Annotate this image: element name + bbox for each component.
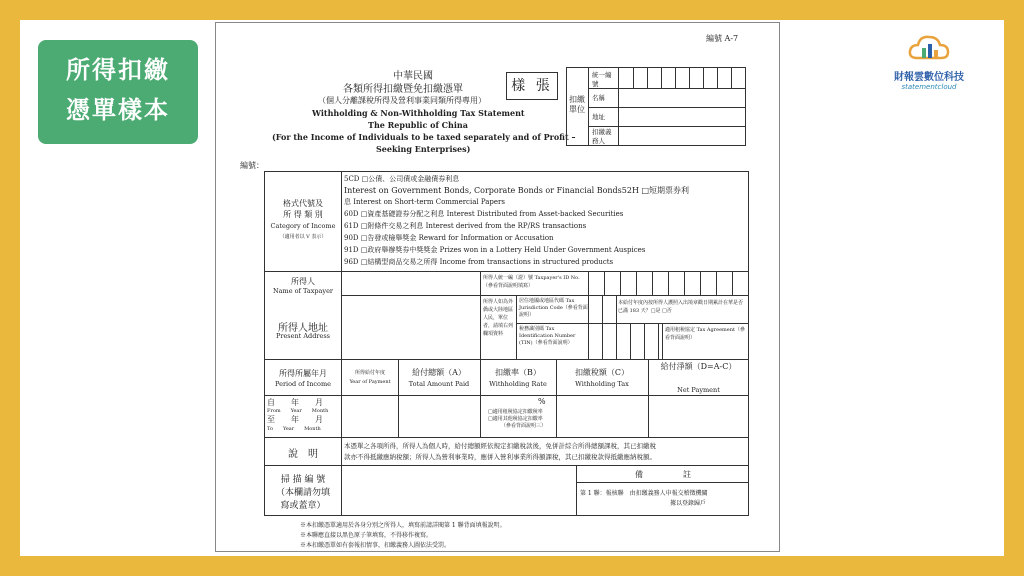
- tax-label-en: Withholding Tax: [575, 380, 629, 388]
- withholder-row-agent: 扣繳義務人: [592, 128, 612, 145]
- format-code-label-1: 格式代號及: [283, 199, 323, 208]
- net-label: 給付淨額（D=A-C）: [660, 362, 737, 371]
- residence-days-note: 本給付年度內按所得人護照入出境章戳日期累計在華是否已滿 183 天？□是 □否: [618, 300, 744, 314]
- footer-note-2: ※本聯應直接以黑色原子筆填寫，不得移作複寫。: [300, 532, 433, 539]
- notes-label: 說 明: [288, 449, 318, 460]
- income-item-91d: 91D □政府舉辦獎券中獎獎金 Prizes won in a Lottery Held Under Government Auspices: [344, 246, 646, 254]
- title-badge: [38, 40, 198, 144]
- period-label: 所得所屬年月: [279, 369, 327, 378]
- notes-text-2: 款亦不得抵繳應納稅額；所得人為營利事業時，應併入營利事業所得額課稅，其已扣繳稅款得抵繳應納稅額。: [344, 453, 656, 461]
- income-item-60d: 60D □資產基礎證券分配之利息 Interest Distributed from Asset-backed Securities: [344, 210, 624, 218]
- company-logo: [874, 32, 984, 91]
- title-zh: 各類所得扣繳暨免扣繳憑單: [343, 84, 463, 95]
- income-item-96d: 96D □結構型商品交易之所得 Income from transactions in structured products: [344, 258, 614, 266]
- form-code: 編號 A-7: [706, 34, 739, 43]
- income-item-52h: 息 Interest on Short-term Commercial Papers: [344, 198, 505, 206]
- withholder-row-id: 統一編號: [592, 71, 612, 88]
- period-to: 至 年 月: [267, 415, 323, 424]
- income-item-61d: 61D □附條件交易之利息 Interest derived from the RP/RS transactions: [344, 222, 587, 230]
- treaty-rate-2: □適用其他稅協定扣繳率: [488, 416, 543, 422]
- withholder-row-name: 名稱: [592, 94, 605, 102]
- income-item-90d: 90D □告發或檢舉獎金 Reward for Information or Accusation: [344, 234, 554, 242]
- period-from-en: From Year Month: [267, 408, 329, 414]
- title-zh-sub: （個人分離課稅所得及營利事業同類所得專用）: [318, 96, 486, 105]
- badge-line-1: 所得扣繳: [66, 56, 170, 84]
- period-to-en: To Year Month: [267, 426, 321, 432]
- withholder-label: 扣繳單位: [569, 95, 585, 114]
- title-en-3: (For the Income of Individuals to be taxed separately and of Profit –: [272, 132, 576, 142]
- total-label-en: Total Amount Paid: [408, 380, 470, 388]
- remark-label: 備 註: [635, 470, 691, 479]
- format-code-label-en: Category of Income: [270, 222, 336, 230]
- treaty-rate-1: □適用租稅協定扣繳稅率: [488, 409, 543, 415]
- format-code-label-2: 所 得 類 別: [283, 210, 323, 219]
- rate-label-en: Withholding Rate: [489, 380, 547, 388]
- address-label-en: Present Address: [275, 332, 330, 340]
- footer-note-1: ※本扣繳憑單適用於各身分別之所得人，填寫前請詳閱第 1 聯背面填報說明。: [300, 522, 506, 529]
- address-label: 所得人地址: [278, 323, 328, 334]
- year-label: 所得給付年度: [354, 370, 385, 376]
- foreign-note: 所得人如為外僑或大陸地區人民，單位者，請填右列欄項資料: [483, 299, 514, 337]
- logo-name: 財報雲數位科技: [894, 72, 964, 83]
- tin-label: 稅務識別碼 Tax Identification Number (TIN)（參看背面說明）: [519, 326, 576, 346]
- notes-text-1: 本憑單之各項所得，所得人為個人時，給付總額經依規定扣繳稅款後，免併計綜合所得總額課稅，其已扣繳稅: [344, 442, 656, 450]
- period-label-en: Period of Income: [275, 380, 331, 388]
- scan-label-2: （本欄請勿填: [275, 488, 330, 498]
- rate-label: 扣繳率（B）: [495, 368, 541, 377]
- format-code-note: （適用者以 V 表示）: [279, 234, 327, 240]
- sample-stamp: 樣 張: [506, 72, 558, 100]
- year-label-en: Year of Payment: [349, 379, 391, 385]
- income-item-5cd: 5CD □公債、公司債或金融債券利息: [344, 175, 460, 183]
- income-item-bonds: Interest on Government Bonds, Corporate Bonds or Financial Bonds52H □短期票券利: [344, 186, 690, 195]
- logo-subtitle: statementcloud: [901, 83, 957, 91]
- tax-agreement-label: 適用租稅協定 Tax Agreement（參看背面說明）: [665, 327, 745, 341]
- scan-label-1: 掃 描 編 號: [280, 475, 326, 485]
- footer-note-3: ※本扣繳憑單如有套報扣情事，扣繳義務人圖依法受罰。: [300, 542, 451, 549]
- copy-note-1: 第 1 聯：報核聯 由扣繳義務人申報交稽徵機關: [580, 490, 708, 497]
- title-country: 中華民國: [393, 71, 433, 82]
- title-en-2: The Republic of China: [368, 120, 468, 130]
- copy-note-2: 據以登錄歸戶: [670, 500, 707, 507]
- total-label: 給付總額（A）: [412, 368, 466, 377]
- period-from: 自 年 月: [267, 398, 323, 407]
- serial-label: 編號：: [240, 161, 264, 170]
- scan-label-3: 寫或蓋章）: [280, 501, 326, 511]
- jurisdiction-label: 居住地國或地區代碼 Tax Jurisdiction Code（參看背面說明）: [519, 298, 588, 318]
- tax-label: 扣繳稅額（C）: [574, 368, 630, 377]
- title-en-4: Seeking Enterprises): [376, 144, 471, 154]
- treaty-rate-3: （參看背面說明三）: [501, 423, 547, 429]
- taxpayer-name-label-en: Name of Taxpayer: [272, 287, 334, 295]
- net-label-en: Net Payment: [677, 386, 720, 394]
- badge-line-2: 憑單樣本: [66, 96, 170, 124]
- cloud-icon: [907, 32, 951, 64]
- rate-percent: %: [538, 397, 546, 406]
- withholder-row-address: 地址: [592, 113, 605, 121]
- taxpayer-name-label: 所得人: [291, 277, 315, 286]
- title-en-1: Withholding & Non-Withholding Tax Statement: [312, 108, 525, 118]
- tax-form-document: [215, 22, 780, 552]
- taxpayer-id-label: 所得人統一編（證）號 Taxpayer's ID No.（參看背面說明填寫）: [483, 275, 580, 289]
